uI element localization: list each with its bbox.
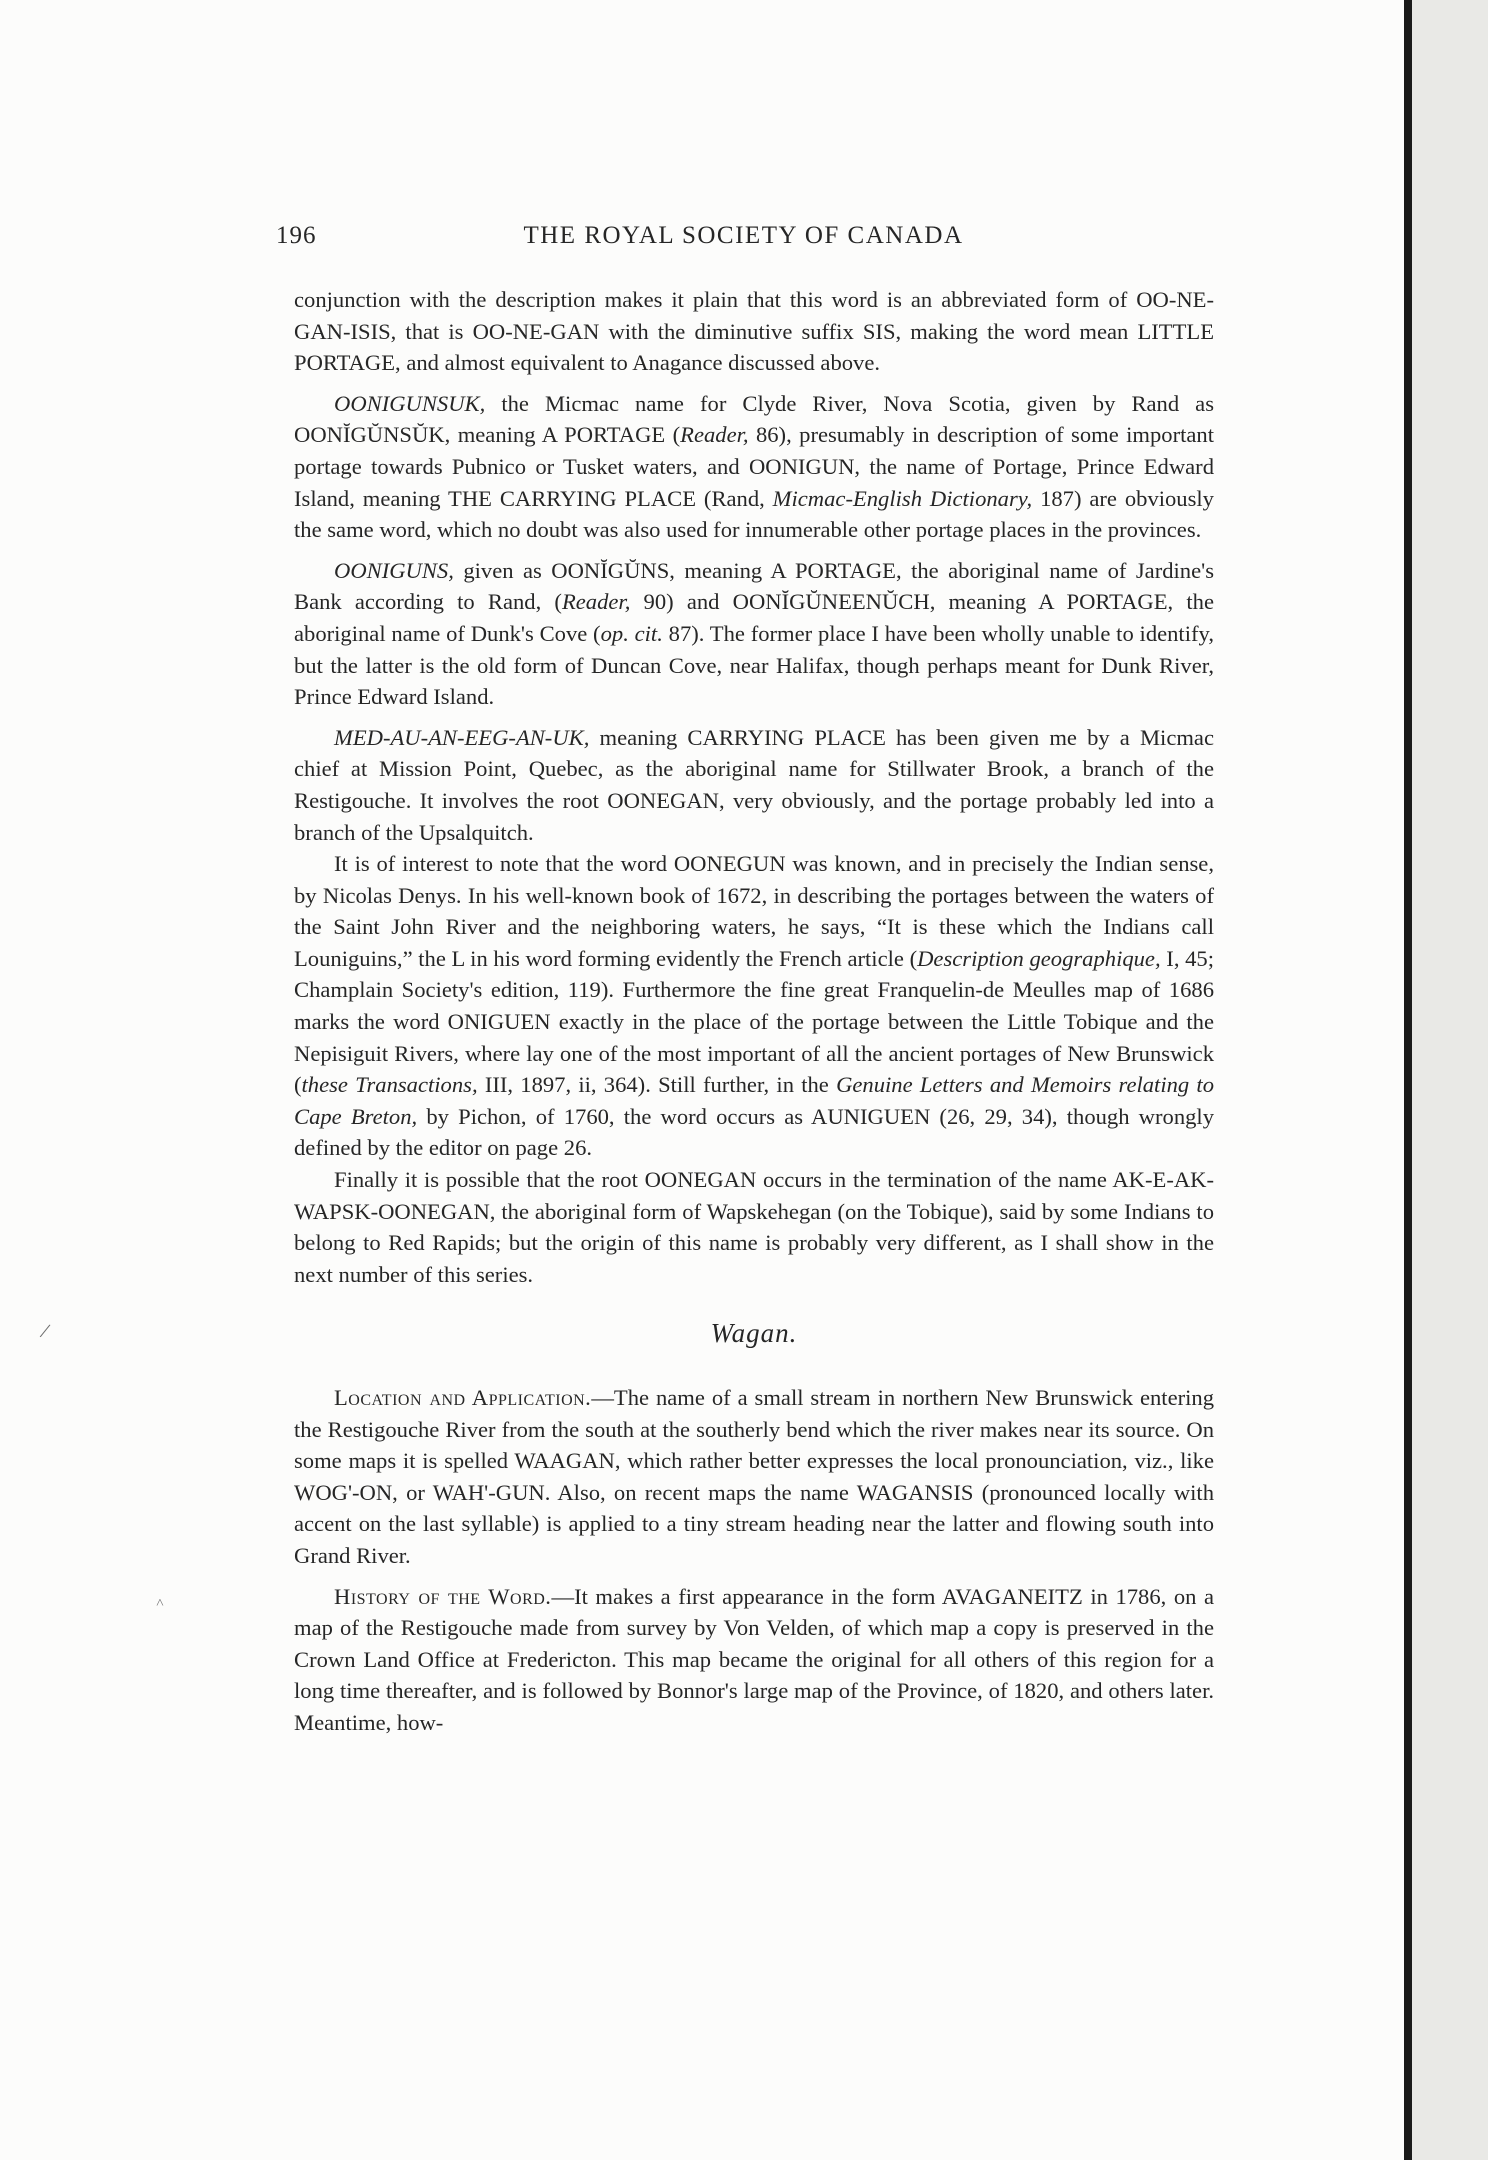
entry-term: MED-AU-AN-EEG-AN-UK, — [334, 724, 590, 750]
running-head: THE ROYAL SOCIETY OF CANADA — [523, 222, 964, 249]
body-text — [294, 284, 1214, 1748]
paragraph: It is of interest to note that the word OONEGUN was known, and in precisely the Indian sense, by Nicolas Denys. In his well-known book of 1672, in describing the portages between the waters of the Saint John River and the neighboring waters, he says, “It is these which the Indians call Louniguins,” the L in his word forming evidently the French article (Description geographique, I, 45; Champlain Society's edition, 119). Furthermore the fine great Franquelin-de Meulles map of 1686 marks the word ONIGUEN exactly in the place of the portage between the Little Tobique and the Nepisiguit Rivers, where lay one of the most important of all the ancient portages of New Brunswick (these Transactions, III, 1897, ii, 364). Still further, in the Genuine Letters and Memoirs relating to Cape Breton, by Pichon, of 1760, the word occurs as AUNIGUEN (26, 29, 34), though wrongly defined by the editor on page 26. — [294, 851, 1215, 1161]
paragraph: Location and Application.—The name of a small stream in northern New Brunswick entering the Restigouche River from the south at the southerly bend which the river makes near its source. On some maps it is spelled WAAGAN, which rather better expresses the local pronounciation, viz., like WOG'-ON, or WAH'-GUN. Also, on recent maps the name WAGANSIS (pronounced locally with accent on the last syllable) is applied to a tiny stream heading near the latter and flowing south into Grand River. — [294, 1385, 1214, 1568]
entry-term: OONIGUNS, — [334, 557, 454, 583]
paragraph: conjunction with the description makes it plain that this word is an abbreviated form of OO-NE-GAN-ISIS, that is OO-NE-GAN with the diminutive suffix SIS, making the word mean LITTLE PORTAGE, and almost equivalent to Anagance discussed above. — [294, 287, 1214, 376]
page-header — [276, 222, 1211, 262]
paragraph-lead: Location and Application. — [334, 1385, 592, 1410]
paragraph: MED-AU-AN-EEG-AN-UK, meaning CARRYING PLACE has been given me by a Micmac chief at Mission Point, Quebec, as the aboriginal name for Stillwater Brook, a branch of the Restigouche. It involves the root OONEGAN, very obviously, and the portage probably led into a branch of the Upsalquitch. — [294, 724, 1214, 845]
margin-mark: / — [38, 1317, 53, 1344]
paragraph: Finally it is possible that the root OONEGAN occurs in the termination of the name AK-E-AK-WAPSK-OONEGAN, the aboriginal form of Wapskehegan (on the Tobique), said by some Indians to belong to Red Rapids; but the origin of this name is probably very different, as I shall show in the next number of this series. — [294, 1167, 1214, 1287]
page-edge-shadow — [1404, 0, 1412, 2160]
paragraph: History of the Word.—It makes a first appearance in the form AVAGANEITZ in 1786, on a map of the Restigouche made from survey by Von Velden, of which map a copy is preserved in the Crown Land Office at Fredericton. This map became the original for all others of this region for a long time thereafter, and is followed by Bonnor's large map of the Province, of 1820, and others later. Meantime, how- — [294, 1583, 1214, 1735]
facing-page-edge — [1412, 0, 1488, 2160]
margin-mark: ˄ — [156, 1596, 164, 1611]
paragraph-lead: History of the Word. — [334, 1583, 552, 1609]
paragraph: OONIGUNSUK, the Micmac name for Clyde River, Nova Scotia, given by Rand as OONĬGŬNSŬK, meaning A PORTAGE (Reader, 86), presumably in description of some important portage towards Pubnico or Tusket waters, and OONIGUN, the name of Portage, Prince Edward Island, meaning THE CARRYING PLACE (Rand, Micmac-English Dictionary, 187) are obviously the same word, which no doubt was also used for innumerable other portage places in the provinces. — [294, 390, 1215, 543]
paragraph: OONIGUNS, given as OONĬGŬNS, meaning A PORTAGE, the aboriginal name of Jardine's Bank according to Rand, (Reader, 90) and OONĬGŬNEENŬCH, meaning A PORTAGE, the aboriginal name of Dunk's Cove (op. cit. 87). The former place I have been wholly unable to identify, but the latter is the old form of Duncan Cove, near Halifax, though perhaps meant for Dunk River, Prince Edward Island. — [294, 557, 1214, 710]
section-title: Wagan. — [710, 1318, 798, 1349]
entry-term: OONIGUNSUK, — [334, 390, 486, 416]
page-number: 196 — [276, 222, 317, 249]
